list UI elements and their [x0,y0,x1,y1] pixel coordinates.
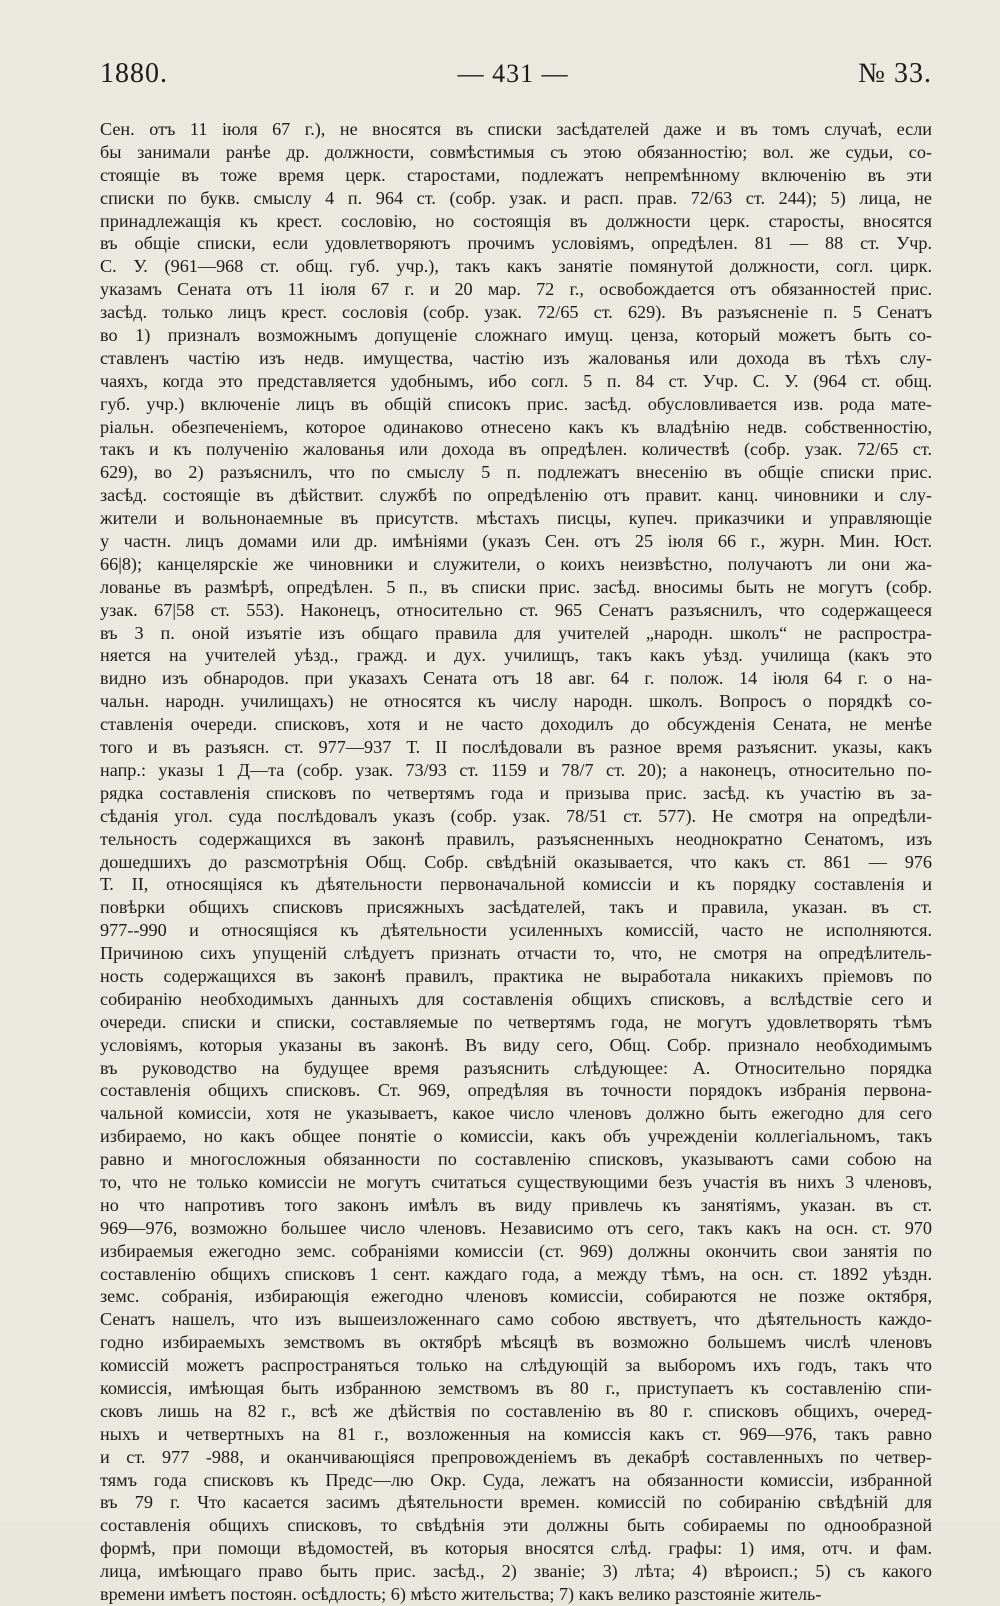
year-label: 1880. [100,58,168,89]
text-line: комиссія, имѣющая быть избранною земствомъ въ 80 г., приступаетъ къ составленію спи- [100,1377,932,1398]
text-line: стоящіе въ тоже время церк. старостами, подлежатъ непремѣнному включенію въ эти [100,164,932,185]
text-line: чальной комиссіи, хотя не указываетъ, какое число членовъ должно быть ежегодно для сего [100,1103,932,1124]
text-line: тельность содержащихся въ законѣ правилъ, разъясненныхъ неоднократно Сенатомъ, изъ [100,828,932,849]
text-line: комиссій можетъ распространяться только на слѣдующій за выборомъ ихъ годъ, такъ что [100,1355,932,1376]
text-line: С. У. (961—968 ст. общ. губ. учр.), такъ какъ занятіе помянутой должности, согл. цирк. [100,256,932,277]
text-line: сѣданія угол. суда послѣдовалъ указъ (собр. узак. 78/51 ст. 577). Не смотря на опредѣли- [100,805,932,826]
text-line: такъ и къ полученію жалованья или дохода въ опредѣлен. количествѣ (собр. узак. 72/65 ст. [100,439,932,460]
text-line: рядка составленія списковъ по четвертямъ года и призыва прис. засѣд. къ участію въ за- [100,782,932,803]
text-line: Т. II, относящіяся къ дѣятельности первоначальной комиссіи и къ порядку составленія и [100,874,932,895]
text-line: засѣд. только лицъ крест. сословія (собр. узак. 72/65 ст. 629). Въ разъясненіе п. 5 Сенатъ [100,302,932,323]
text-line: 66|8); канцелярскіе же чиновники и служители, о коихъ неизвѣстно, получаютъ ли они жа- [100,553,932,574]
text-line: няется на учителей уѣзд., гражд. и дух. училищъ, такъ какъ уѣзд. училища (какъ это [100,645,932,666]
text-line: лица, имѣющаго право быть прис. засѣд., 2) званіе; 3) лѣта; 4) вѣроисп.; 5) съ какого [100,1561,932,1582]
text-line: ность содержащихся въ законѣ правилъ, практика не выработала никакихъ пріемовъ по [100,965,932,986]
text-line: того и въ разъясн. ст. 977—937 Т. II послѣдовали въ разное время разъяснит. указы, какъ [100,737,932,758]
text-line: то, что не только комиссіи не могутъ считаться существующими безъ участія въ нихъ 3 членовъ, [100,1171,932,1192]
text-line: составленія общихъ списковъ, то свѣдѣнія эти должны быть собираемы по однообразной [100,1515,932,1536]
text-line: напр.: указы 1 Д—та (собр. узак. 73/93 ст. 1159 и 78/7 ст. 20); а наконецъ, относительно по- [100,759,932,780]
text-line: во 1) призналъ возможнымъ допущеніе сложнаго имущ. ценза, который можетъ быть со- [100,325,932,346]
text-line: равно и многосложныя обязанности по составленію списковъ, указываютъ сами собою на [100,1149,932,1170]
text-line: списки по букв. смыслу 4 п. 964 ст. (собр. узак. и расп. прав. 72/63 ст. 244); 5) лица, не [100,187,932,208]
page-header [100,58,932,90]
text-line: Сенатъ нашелъ, что изъ вышеизложеннаго само собою явствуетъ, что дѣятельность каждо- [100,1309,932,1330]
text-line: собиранію необходимыхъ данныхъ для составленія общихъ списковъ, а вслѣдствіе сего и [100,988,932,1009]
text-line: лованье въ размѣрѣ, опредѣлен. 5 п., въ списки прис. засѣд. вносимы быть не могутъ (собр. [100,576,932,597]
text-line: 969—976, возможно большее число членовъ. Независимо отъ сего, такъ какъ на осн. ст. 970 [100,1217,932,1238]
issue-number: № 33. [858,58,932,89]
text-line: но что напротивъ того законъ имѣлъ въ виду привлечь къ занятіямъ, указан. въ ст. [100,1194,932,1215]
text-line: сковъ лишь на 82 г., всѣ же дѣйствія по составленію въ 80 г. списковъ общихъ, очеред- [100,1400,932,1421]
body-text [100,118,932,1606]
text-line: и ст. 977 -988, и оканчивающіяся препровожденіемъ въ декабрѣ составленныхъ по четвер- [100,1446,932,1467]
text-line: у частн. лицъ домами или др. имѣніями (указъ Сен. отъ 25 іюля 66 г., журн. Мин. Юст. [100,531,932,552]
text-line: ріальн. обезпеченіемъ, которое одинаково отнесено какъ къ владѣнію недв. собственностію, [100,416,932,437]
text-line: Причиною сихъ упущеній слѣдуетъ признать отчасти то, что, не смотря на опредѣлитель- [100,943,932,964]
text-line: годно избираемыхъ земствомъ въ октябрѣ мѣсяцѣ въ возможно большемъ числѣ членовъ [100,1332,932,1353]
text-line: избираемо, но какъ общее понятіе о комиссіи, какъ объ учрежденіи коллегіальномъ, такъ [100,1126,932,1147]
text-line: ставленія очереди. списковъ, хотя и не часто доходилъ до обсужденія Сената, не менѣе [100,714,932,735]
text-line: бы занимали ранѣе др. должности, совмѣстимыя съ этою обязанностію; вол. же судьи, со- [100,141,932,162]
text-line: принадлежащія къ крест. сословію, но состоящія въ должности церк. старосты, вносятся [100,210,932,231]
text-line: ныхъ и четвертныхъ на 81 г., возложенныя на комиссія какъ ст. 969—976, такъ равно [100,1423,932,1444]
text-line: времени имѣетъ постоян. осѣдлость; 6) мѣсто жительства; 7) какъ велико разстояніе житель- [100,1584,822,1604]
text-line: 629), во 2) разъяснилъ, что по смыслу 5 п. подлежатъ внесенію въ общіе списки прис. [100,462,932,483]
text-line: указамъ Сената отъ 11 іюля 67 г. и 20 мар. 72 г., освобождается отъ обязанностей прис. [100,279,932,300]
text-line: дошедшихъ до разсмотрѣнія Общ. Собр. свѣдѣній оказывается, что какъ ст. 861 — 976 [100,851,932,872]
text-line: формѣ, при помощи вѣдомостей, въ которыя вносятся слѣд. графы: 1) имя, отч. и фам. [100,1538,932,1559]
page-number: — 431 — [457,59,569,88]
text-line: условіямъ, которыя указаны въ законѣ. Въ виду сего, Общ. Собр. признало необходимымъ [100,1034,932,1055]
text-line: избираемыя ежегодно земс. собраніями комиссіи (ст. 969) должны окончить свои занятія по [100,1240,932,1261]
text-line: жители и вольнонаемные въ присутств. мѣстахъ писцы, купеч. приказчики и управляющіе [100,508,932,529]
text-line: повѣрки общихъ списковъ присяжныхъ засѣдателей, такъ и правила, указан. въ ст. [100,897,932,918]
text-line: тямъ года списковъ къ Предс—лю Окр. Суда, лежатъ на обязанности комиссіи, избранной [100,1469,932,1490]
text-line: Сен. отъ 11 іюля 67 г.), не вносятся въ списки засѣдателей даже и въ томъ случаѣ, если [100,119,932,139]
text-line: чальн. народн. училищахъ) не относятся къ числу народн. школъ. Вопросъ о порядкѣ со- [100,691,932,712]
text-line: составленію общихъ списковъ 1 сент. каждаго года, а между тѣмъ, на осн. ст. 1892 уѣздн. [100,1263,932,1284]
text-line: узак. 67|58 ст. 553). Наконецъ, относительно ст. 965 Сенатъ разъяснилъ, что содержащееся [100,599,932,620]
text-line: 977--990 и относящіяся къ дѣятельности усиленныхъ комиссій, часто не исполняются. [100,920,932,941]
text-line: земс. собранія, избирающія ежегодно членовъ комиссіи, собираются не позже октября, [100,1286,932,1307]
text-line: въ руководство на будущее время разъяснить слѣдующее: А. Относительно порядка [100,1057,932,1078]
text-line: ставленъ частію изъ недв. имущества, частію изъ жалованья или дохода въ тѣхъ слу- [100,347,932,368]
text-line: въ общіе списки, если удовлетворяютъ прочимъ условіямъ, опредѣлен. 81 — 88 ст. Учр. [100,233,932,254]
text-line: видно изъ обнародов. при указахъ Сената отъ 18 авг. 64 г. полож. 14 іюля 64 г. о на- [100,668,932,689]
text-line: очереди. списки и списки, составляемые по четвертямъ года, не могутъ удовлетворять тѣмъ [100,1011,932,1032]
text-line: составленія общихъ списковъ. Ст. 969, опредѣляя въ точности порядокъ избранія первона- [100,1080,932,1101]
text-line: въ 79 г. Что касается засимъ дѣятельности времен. комиссій по собиранію свѣдѣній для [100,1492,932,1513]
text-line: губ. учр.) включеніе лицъ въ общій списокъ прис. засѣд. обусловливается изв. рода мате- [100,393,932,414]
text-line: засѣд. состоящіе въ дѣйствит. службѣ по опредѣленію отъ правит. канц. чиновники и слу- [100,485,932,506]
text-line: чаяхъ, когда это представляется удобнымъ, ибо согл. 5 п. 84 ст. Учр. С. У. (964 ст. общ. [100,370,932,391]
text-line: въ 3 п. оной изъятіе изъ общаго правила для учителей „народн. школъ“ не распростра- [100,622,932,643]
